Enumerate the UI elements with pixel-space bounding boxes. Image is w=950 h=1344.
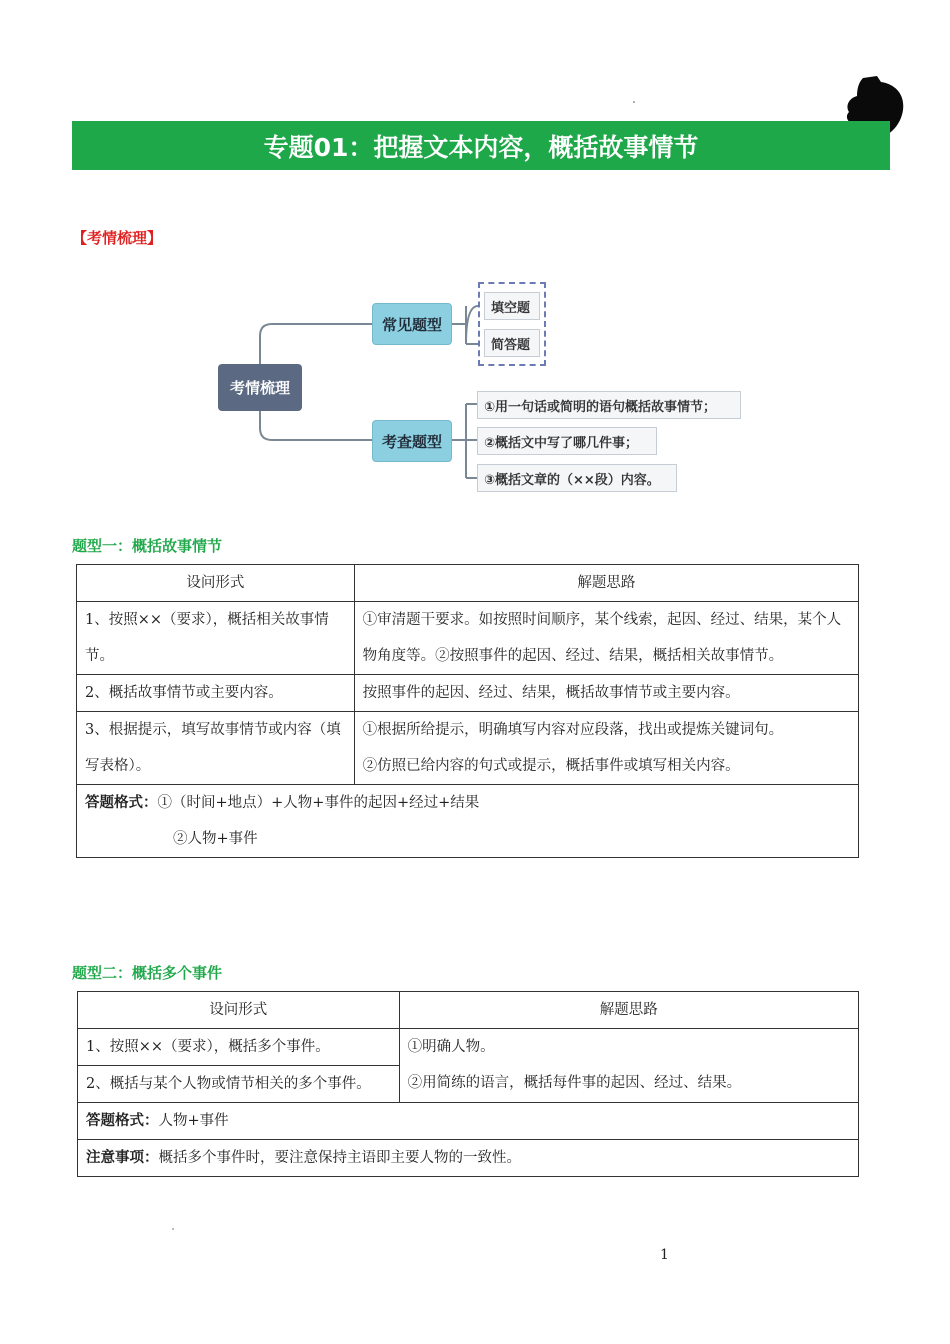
table-cell-question: 1、按照××（要求），概括多个事件。 xyxy=(78,1029,400,1066)
table-row xyxy=(77,602,859,675)
table-cell-question: 1、按照××（要求），概括相关故事情节。 xyxy=(77,602,355,675)
format-label: 答题格式： xyxy=(85,794,158,811)
table-cell-answer xyxy=(354,712,858,785)
table-row xyxy=(78,1140,859,1177)
mindmap-leaf: 填空题 xyxy=(484,292,540,320)
section-label: 【考情梳理】 xyxy=(72,229,163,247)
table-row xyxy=(77,712,859,785)
mindmap-root: 考情梳理 xyxy=(218,364,302,411)
table-cell-answer: 按照事件的起因、经过、结果，概括故事情节或主要内容。 xyxy=(354,675,858,712)
table-row xyxy=(77,785,859,858)
mindmap-branch-common: 常见题型 xyxy=(372,303,452,345)
type1-table xyxy=(76,564,859,858)
answer-line: ①根据所给提示，明确填写内容对应段落，找出或提炼关键词句。 xyxy=(362,722,784,738)
mindmap-leaf: ②概括文中写了哪几件事； xyxy=(477,427,657,455)
table-header: 解题思路 xyxy=(399,992,858,1029)
answer-line: ②仿照已给内容的句式或提示，概括事件或填写相关内容。 xyxy=(362,758,740,774)
mindmap-leaf: 简答题 xyxy=(484,329,540,357)
page-number: 1 xyxy=(660,1247,669,1263)
format-line: ②人物+事件 xyxy=(173,831,258,847)
table-header: 设问形式 xyxy=(78,992,400,1029)
table-cell-question: 3、根据提示，填写故事情节或内容（填写表格）。 xyxy=(77,712,355,785)
table-header: 解题思路 xyxy=(354,565,858,602)
format-cell xyxy=(77,785,859,858)
mindmap-branch-tested: 考查题型 xyxy=(372,420,452,462)
type2-table xyxy=(77,991,859,1177)
answer-line: ②用简练的语言，概括每件事的起因、经过、结果。 xyxy=(407,1075,742,1091)
answer-line: ①明确人物。 xyxy=(407,1039,495,1055)
table-cell-question: 2、概括与某个人物或情节相关的多个事件。 xyxy=(78,1066,400,1103)
mindmap-leaf: ③概括文章的（××段）内容。 xyxy=(477,464,677,492)
type2-heading: 题型二：概括多个事件 xyxy=(72,964,223,982)
note-label: 注意事项： xyxy=(86,1149,159,1166)
format-label: 答题格式： xyxy=(86,1112,159,1129)
table-row xyxy=(77,675,859,712)
note-cell xyxy=(78,1140,859,1177)
table-row xyxy=(78,1029,859,1066)
table-header-row xyxy=(78,992,859,1029)
note-text: 概括多个事件时，要注意保持主语即主要人物的一致性。 xyxy=(158,1150,521,1166)
page-title: 专题01：把握文本内容，概括故事情节 xyxy=(72,121,890,170)
format-text: 人物+事件 xyxy=(158,1113,229,1129)
type1-heading: 题型一：概括故事情节 xyxy=(72,537,223,555)
format-line: ①（时间+地点）+人物+事件的起因+经过+结果 xyxy=(157,795,480,811)
table-cell-question: 2、概括故事情节或主要内容。 xyxy=(77,675,355,712)
table-cell-answer: ①审清题干要求。如按照时间顺序，某个线索，起因、经过、结果，某个人物角度等。②按照事件的起因、经过、结果，概括相关故事情节。 xyxy=(354,602,858,675)
mindmap-connectors xyxy=(0,0,950,520)
table-header-row xyxy=(77,565,859,602)
table-header: 设问形式 xyxy=(77,565,355,602)
format-cell xyxy=(78,1103,859,1140)
table-row xyxy=(78,1103,859,1140)
mindmap-leaf: ①用一句话或简明的语句概括故事情节； xyxy=(477,391,741,419)
stray-dot xyxy=(172,1228,174,1230)
table-cell-answer xyxy=(399,1029,858,1103)
